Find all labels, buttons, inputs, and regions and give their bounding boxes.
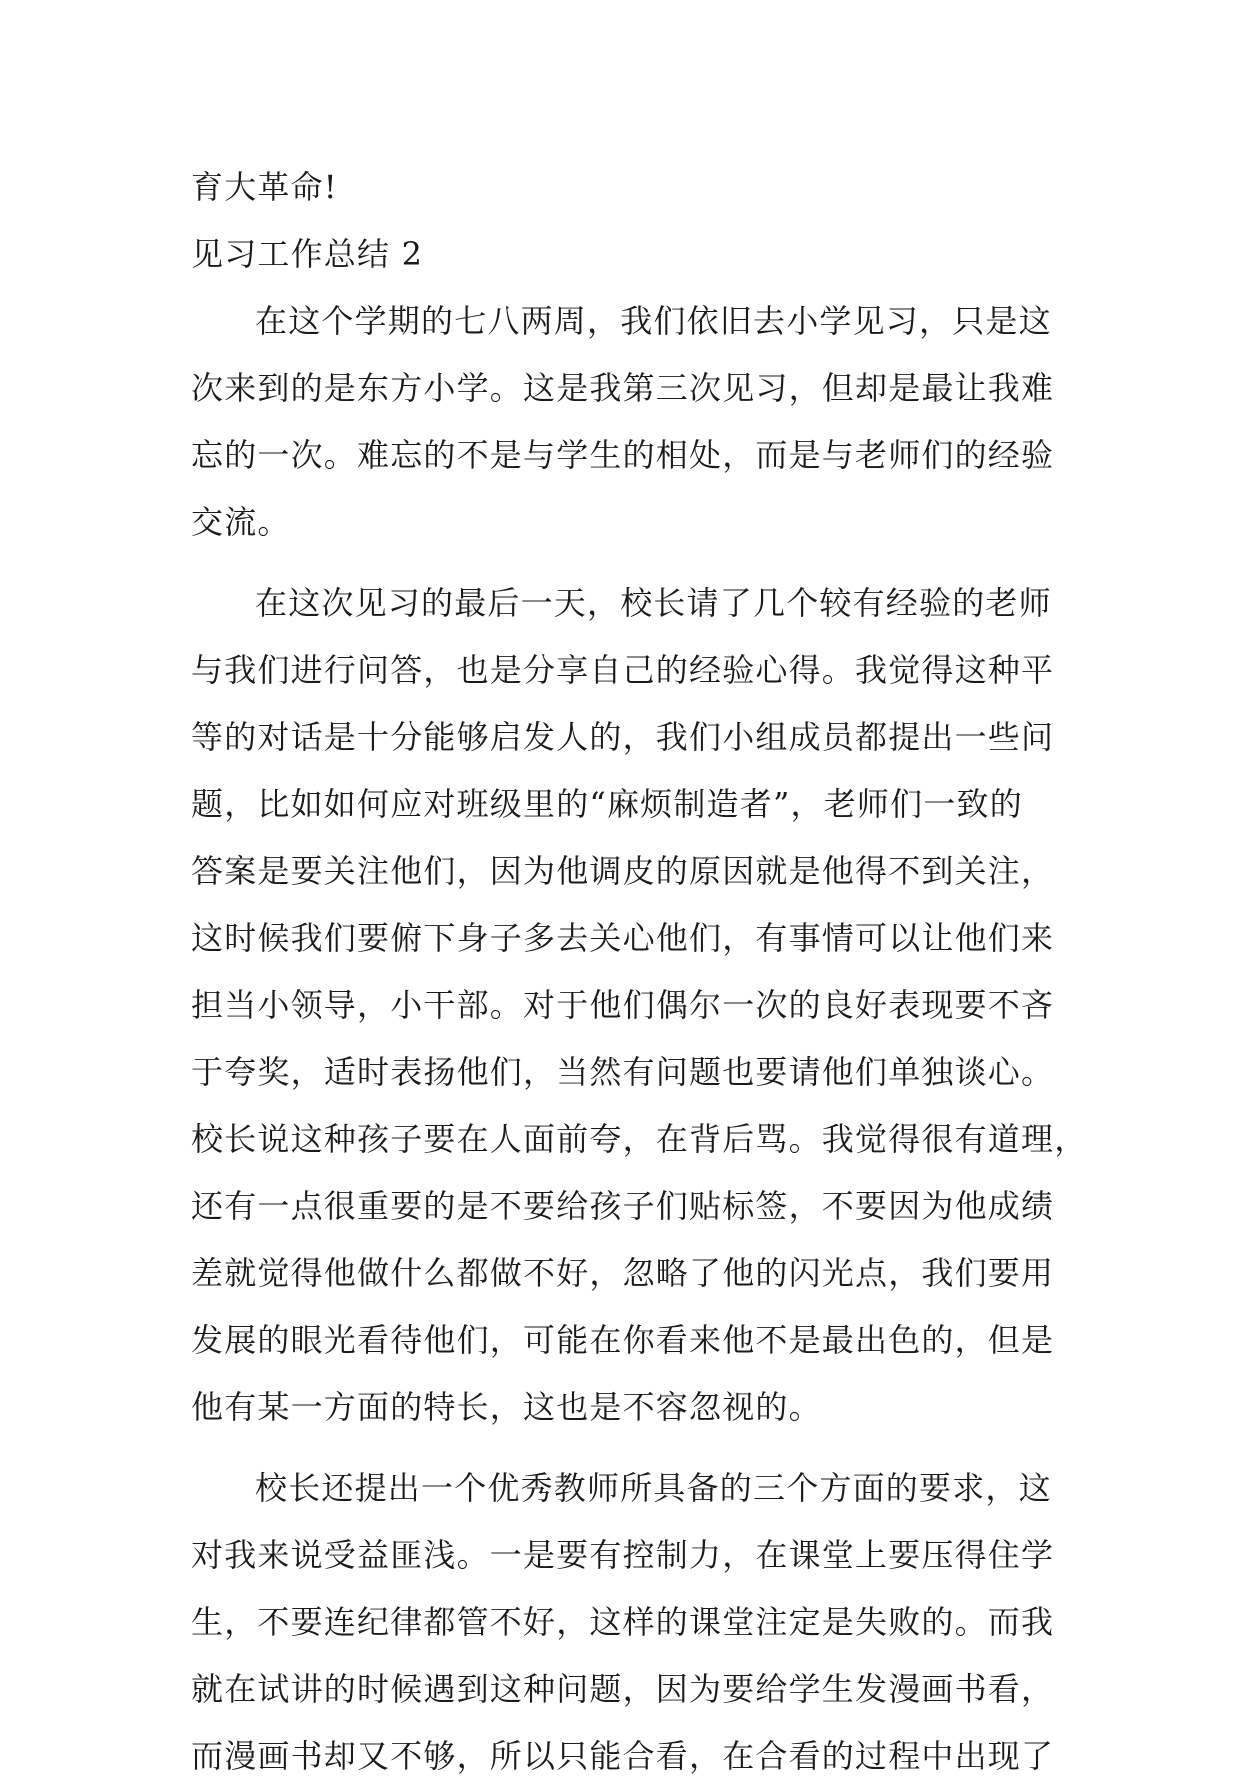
paragraph-line: 次来到的是东方小学。这是我第三次见习，但却是最让我难 bbox=[191, 369, 1055, 407]
paragraph-line: 还有一点很重要的是不要给孩子们贴标签，不要因为他成绩 bbox=[191, 1187, 1055, 1225]
paragraph-line: 差就觉得他做什么都做不好，忽略了他的闪光点，我们要用 bbox=[191, 1254, 1055, 1292]
paragraph-line: 题，比如如何应对班级里的“麻烦制造者”，老师们一致的 bbox=[191, 785, 1023, 823]
paragraph-3 bbox=[191, 1455, 1071, 1790]
paragraph-line: 于夸奖，适时表扬他们，当然有问题也要请他们单独谈心。 bbox=[191, 1053, 1055, 1091]
paragraph-line: 在这次见习的最后一天，校长请了几个较有经验的老师 bbox=[255, 584, 1052, 622]
paragraph-line: 发展的眼光看待他们，可能在你看来他不是最出色的，但是 bbox=[191, 1321, 1055, 1359]
paragraph-line: 就在试讲的时候遇到这种问题，因为要给学生发漫画书看， bbox=[191, 1670, 1055, 1708]
paragraph-spacer bbox=[191, 1441, 1071, 1455]
paragraph-line: 忘的一次。难忘的不是与学生的相处，而是与老师们的经验 bbox=[191, 436, 1055, 474]
paragraph-line: 在这个学期的七八两周，我们依旧去小学见习，只是这 bbox=[255, 302, 1052, 340]
section-heading: 见习工作总结 2 bbox=[191, 235, 424, 273]
paragraph-line: 交流。 bbox=[191, 503, 291, 541]
paragraph-line: 与我们进行问答，也是分享自己的经验心得。我觉得这种平 bbox=[191, 651, 1055, 689]
paragraph-line: 他有某一方面的特长，这也是不容忽视的。 bbox=[191, 1388, 822, 1426]
continuation-text: 育大革命! bbox=[191, 168, 338, 206]
paragraph-line: 等的对话是十分能够启发人的，我们小组成员都提出一些问 bbox=[191, 718, 1055, 756]
paragraph-line: 生，不要连纪律都管不好，这样的课堂注定是失败的。而我 bbox=[191, 1603, 1055, 1641]
document-body bbox=[191, 154, 1088, 1790]
paragraph-line: 校长说这种孩子要在人面前夸，在背后骂。我觉得很有道理， bbox=[191, 1120, 1088, 1158]
paragraph-line: 这时候我们要俯下身子多去关心他们，有事情可以让他们来 bbox=[191, 919, 1055, 957]
paragraph-line: 对我来说受益匪浅。一是要有控制力，在课堂上要压得住学 bbox=[191, 1536, 1055, 1574]
paragraph-line: 而漫画书却又不够，所以只能合看，在合看的过程中出现了 bbox=[191, 1737, 1055, 1775]
paragraph-line: 校长还提出一个优秀教师所具备的三个方面的要求，这 bbox=[255, 1469, 1052, 1507]
paragraph-spacer bbox=[191, 556, 1071, 570]
paragraph-2 bbox=[191, 570, 1088, 1441]
paragraph-line: 答案是要关注他们，因为他调皮的原因就是他得不到关注， bbox=[191, 852, 1055, 890]
paragraph-1 bbox=[191, 288, 1071, 556]
paragraph-line: 担当小领导，小干部。对于他们偶尔一次的良好表现要不吝 bbox=[191, 986, 1055, 1024]
